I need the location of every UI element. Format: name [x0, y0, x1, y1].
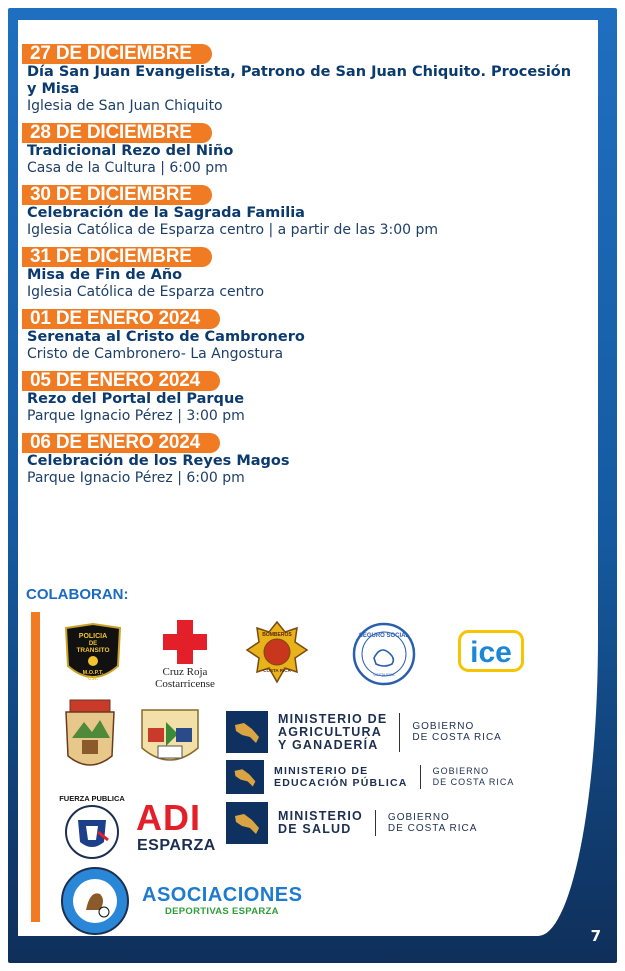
event-item	[22, 371, 582, 425]
event-title: Rezo del Portal del Parque	[27, 391, 245, 407]
ice-text: ice	[470, 636, 512, 669]
event-item	[22, 433, 582, 487]
esparza-coat-of-arms-logo	[62, 698, 118, 774]
event-item	[22, 44, 582, 115]
event-title: Serenata al Cristo de Cambronero	[27, 329, 305, 345]
transito-line: POLICIA	[78, 633, 108, 640]
event-title: Celebración de los Reyes Magos	[27, 453, 290, 469]
ministry-name: EDUCACIÓN PÚBLICA	[274, 777, 408, 789]
event-title: Día San Juan Evangelista, Patrono de San Juan Chiquito. Procesión y Misa	[27, 64, 572, 97]
event-list	[22, 44, 582, 495]
event-title: Misa de Fin de Año	[27, 267, 183, 283]
event-date: 05 DE ENERO 2024	[22, 371, 220, 391]
government-label: DE COSTA RICA	[412, 732, 502, 743]
adi-logo-subtext: ESPARZA	[137, 837, 216, 854]
event-place: Parque Ignacio Pérez | 6:00 pm	[27, 470, 245, 486]
collaborators-heading: COLABORAN:	[26, 586, 129, 603]
cruz-roja-caption: Costarricense	[155, 678, 215, 690]
event-place: Casa de la Cultura | 6:00 pm	[27, 160, 228, 176]
seguro-social-text: SEGURO SOCIAL	[358, 633, 410, 639]
seguro-social-sub: COSTA RICA	[373, 673, 395, 677]
event-place: Iglesia de San Juan Chiquito	[27, 98, 223, 114]
event-date: 31 DE DICIEMBRE	[22, 247, 212, 267]
costa-rica-map-icon	[226, 760, 264, 794]
ministry-name: MINISTERIO DE	[278, 711, 388, 726]
bomberos-top-text: BOMBEROS	[262, 632, 292, 638]
event-date: 06 DE ENERO 2024	[22, 433, 220, 453]
ball-icon	[99, 907, 109, 917]
collaborators-accent-bar	[31, 612, 40, 922]
event-item	[22, 185, 582, 239]
fuerza-publica-logo	[58, 792, 126, 862]
transito-police-logo	[62, 622, 124, 688]
transito-line: C.R.	[88, 676, 98, 682]
event-date: 30 DE DICIEMBRE	[22, 185, 212, 205]
bomberos-bottom-text: COSTA RICA	[263, 668, 291, 673]
ice-logo	[458, 630, 524, 672]
event-item	[22, 123, 582, 177]
event-place: Cristo de Cambronero- La Angostura	[27, 346, 284, 362]
bomberos-logo	[245, 620, 309, 684]
event-item	[22, 309, 582, 363]
event-item	[22, 247, 582, 301]
ministry-name: Y GANADERÍA	[278, 737, 379, 752]
adi-logo-text: ADI	[136, 797, 201, 838]
government-label: GOBIERNO	[387, 812, 450, 823]
ministry-name: MINISTERIO DE	[274, 765, 369, 777]
asociaciones-title: ASOCIACIONES	[142, 884, 303, 906]
event-place: Iglesia Católica de Esparza centro | a partir de las 3:00 pm	[27, 222, 439, 238]
fuerza-publica-text: FUERZA PUBLICA	[59, 794, 125, 803]
event-date: 27 DE DICIEMBRE	[22, 44, 212, 64]
page-number: 7	[590, 927, 601, 945]
costa-rica-map-icon	[226, 711, 268, 753]
event-date: 01 DE ENERO 2024	[22, 309, 220, 329]
seguro-social-logo	[352, 622, 416, 686]
ministry-name: DE SALUD	[278, 822, 352, 836]
event-title: Celebración de la Sagrada Familia	[27, 205, 305, 221]
event-title: Tradicional Rezo del Niño	[27, 143, 234, 159]
ministry-name: AGRICULTURA	[278, 724, 382, 739]
cruz-roja-caption: Cruz Roja	[162, 666, 208, 678]
government-label: DE COSTA RICA	[432, 777, 515, 787]
event-place: Parque Ignacio Pérez | 3:00 pm	[27, 408, 245, 424]
asociaciones-seal-logo	[60, 866, 130, 936]
mag-ministry-logo	[226, 711, 502, 753]
transito-line: DE	[88, 641, 98, 647]
ministry-name: MINISTERIO	[278, 809, 363, 823]
transito-line: M.O.P.T.	[82, 670, 104, 676]
transito-emblem-icon	[88, 656, 98, 666]
government-label: DE COSTA RICA	[387, 823, 478, 834]
costa-rica-map-icon	[226, 802, 268, 844]
transito-line: TRANSITO	[76, 647, 110, 654]
salud-ministry-logo	[226, 802, 477, 844]
municipal-seal-logo	[140, 708, 200, 772]
government-label: GOBIERNO	[432, 766, 490, 776]
red-cross-icon	[150, 618, 220, 666]
cruz-roja-logo	[150, 618, 220, 690]
asociaciones-subtitle: DEPORTIVAS ESPARZA	[165, 906, 279, 917]
government-label: GOBIERNO	[412, 721, 475, 732]
event-date: 28 DE DICIEMBRE	[22, 123, 212, 143]
event-place: Iglesia Católica de Esparza centro	[27, 284, 265, 300]
mep-ministry-logo	[226, 760, 514, 794]
